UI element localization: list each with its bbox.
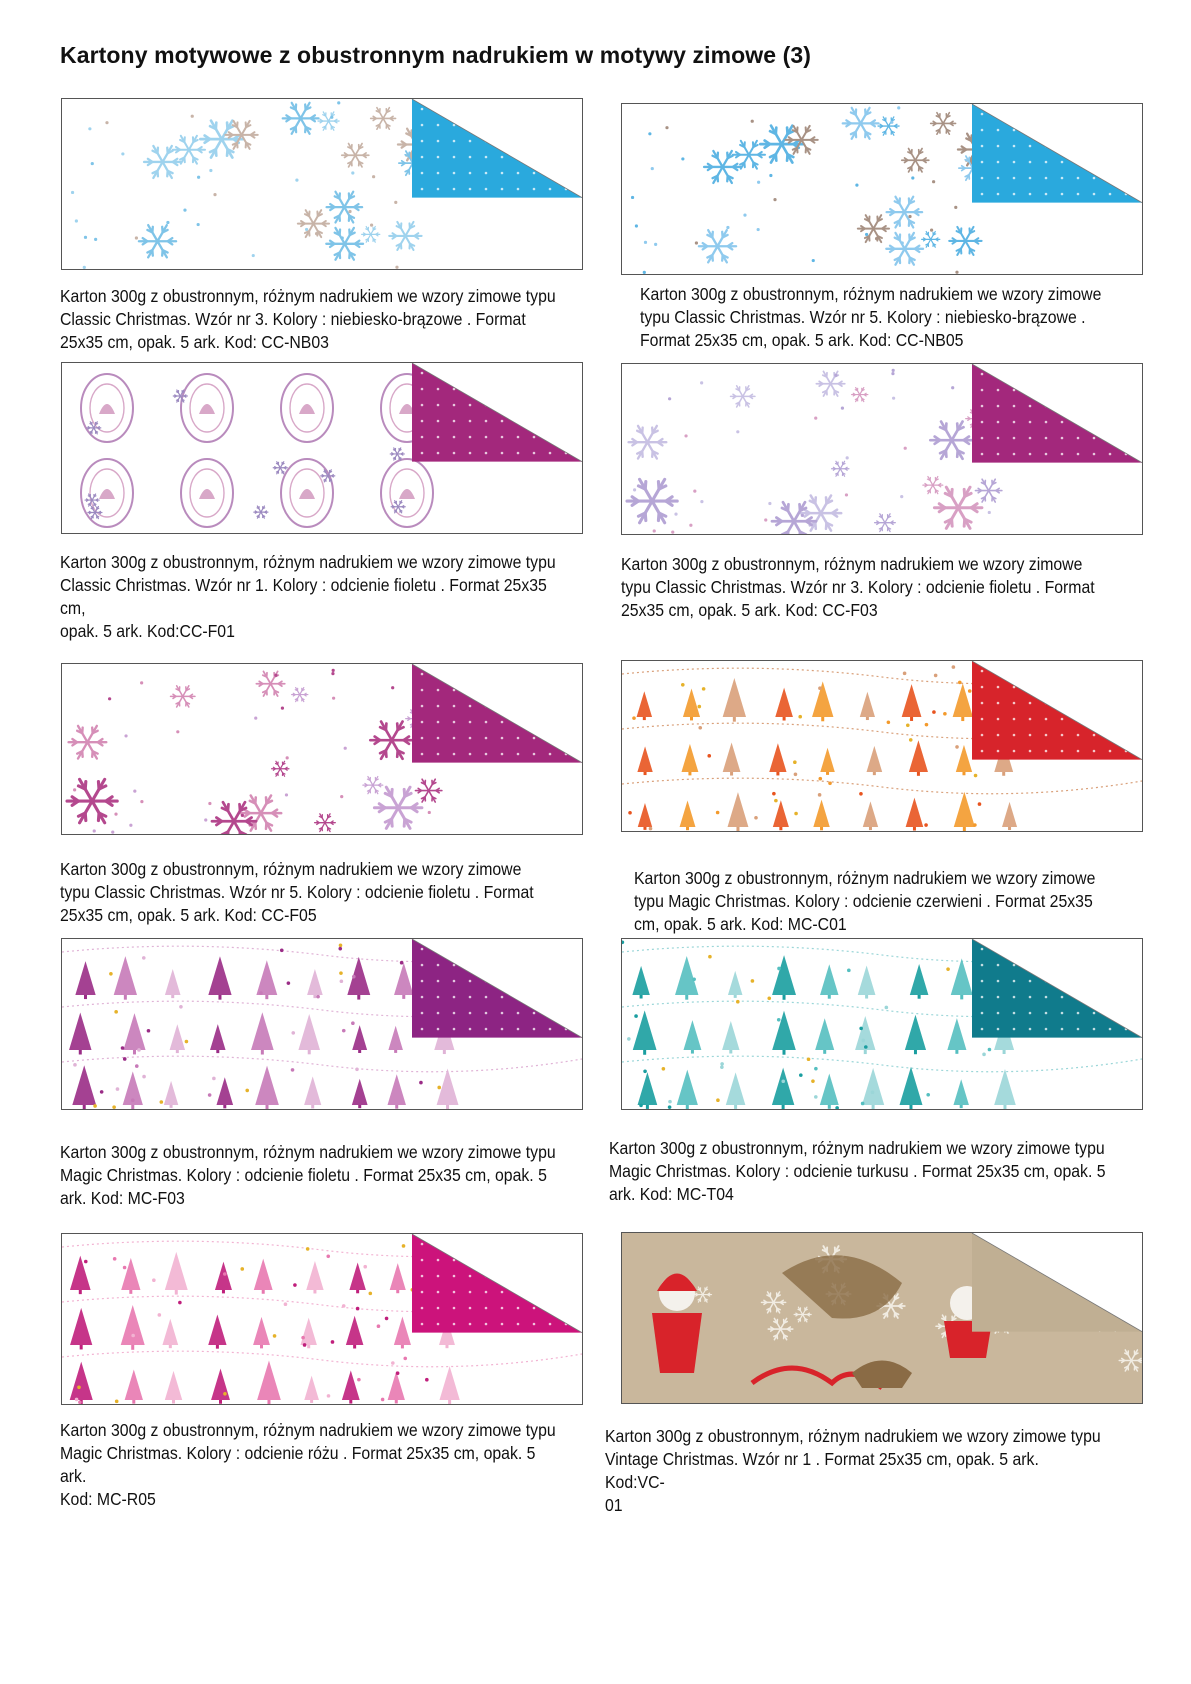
caption-line: Magic Christmas. Kolory : odcienie fioletu . Format 25x35 cm, opak. 5 bbox=[60, 1165, 547, 1185]
pattern-art bbox=[62, 664, 582, 834]
caption-line: Magic Christmas. Kolory : odcienie turkusu . Format 25x35 cm, opak. 5 bbox=[609, 1161, 1106, 1181]
swatch-cc-f01 bbox=[61, 362, 583, 534]
folded-corner bbox=[972, 104, 1142, 203]
caption-line: ark. Kod: MC-F03 bbox=[60, 1188, 185, 1208]
caption-line: ark. Kod: MC-T04 bbox=[609, 1184, 734, 1204]
caption-line: Magic Christmas. Kolory : odcienie różu . Format 25x35 cm, opak. 5 ark. bbox=[60, 1443, 536, 1486]
swatch-mc-t04 bbox=[621, 938, 1143, 1110]
caption-line: 25x35 cm, opak. 5 ark. Kod: CC-F05 bbox=[60, 905, 317, 925]
caption-line: Karton 300g z obustronnym, różnym nadrukiem we wzory zimowe typu bbox=[609, 1138, 1105, 1158]
swatch-cc-f03 bbox=[621, 363, 1143, 535]
caption-line: Classic Christmas. Wzór nr 3. Kolory : niebiesko-brązowe . Format bbox=[60, 309, 526, 329]
caption-mc-t04 bbox=[609, 1137, 1106, 1206]
caption-line: typu Classic Christmas. Wzór nr 5. Kolory : niebiesko-brązowe . bbox=[640, 307, 1086, 327]
caption-cc-nb05 bbox=[640, 283, 1137, 352]
caption-line: Karton 300g z obustronnym, różnym nadrukiem we wzory zimowe bbox=[60, 859, 522, 879]
folded-corner bbox=[972, 661, 1142, 760]
caption-line: 25x35 cm, opak. 5 ark. Kod: CC-NB03 bbox=[60, 332, 329, 352]
folded-corner bbox=[412, 939, 582, 1038]
swatch-cc-nb05 bbox=[621, 103, 1143, 275]
folded-corner bbox=[972, 1233, 1142, 1332]
caption-line: Karton 300g z obustronnym, różnym nadrukiem we wzory zimowe typu bbox=[60, 552, 556, 572]
caption-line: typu Classic Christmas. Wzór nr 3. Kolory : odcienie fioletu . Format bbox=[621, 577, 1095, 597]
pattern-art bbox=[62, 1234, 582, 1404]
pattern-art bbox=[62, 363, 582, 533]
caption-line: Karton 300g z obustronnym, różnym nadrukiem we wzory zimowe typu bbox=[60, 1420, 556, 1440]
caption-line: 01 bbox=[605, 1495, 623, 1515]
caption-line: Karton 300g z obustronnym, różnym nadrukiem we wzory zimowe typu bbox=[605, 1426, 1101, 1446]
folded-corner bbox=[972, 939, 1142, 1038]
pattern-art bbox=[622, 104, 1142, 274]
caption-mc-f03 bbox=[60, 1141, 557, 1210]
caption-line: Vintage Christmas. Wzór nr 1 . Format 25x35 cm, opak. 5 ark. Kod:VC- bbox=[605, 1449, 1039, 1492]
caption-cc-nb03 bbox=[60, 285, 557, 354]
caption-line: Karton 300g z obustronnym, różnym nadrukiem we wzory zimowe typu bbox=[60, 286, 556, 306]
pattern-art bbox=[622, 939, 1142, 1109]
pattern-art bbox=[62, 939, 582, 1109]
caption-line: Karton 300g z obustronnym, różnym nadrukiem we wzory zimowe bbox=[634, 868, 1096, 888]
caption-line: typu Classic Christmas. Wzór nr 5. Kolory : odcienie fioletu . Format bbox=[60, 882, 534, 902]
folded-corner bbox=[412, 664, 582, 763]
caption-line: Classic Christmas. Wzór nr 1. Kolory : odcienie fioletu . Format 25x35 cm, bbox=[60, 575, 547, 618]
caption-cc-f01 bbox=[60, 551, 557, 643]
page-title: Kartony motywowe z obustronnym nadrukiem w motywy zimowe (3) bbox=[60, 42, 812, 68]
caption-line: cm, opak. 5 ark. Kod: MC-C01 bbox=[634, 914, 847, 934]
caption-mc-c01 bbox=[634, 867, 1131, 936]
folded-corner bbox=[412, 1234, 582, 1333]
caption-line: typu Magic Christmas. Kolory : odcienie czerwieni . Format 25x35 bbox=[634, 891, 1093, 911]
caption-line: Format 25x35 cm, opak. 5 ark. Kod: CC-NB05 bbox=[640, 330, 964, 350]
caption-cc-f05 bbox=[60, 858, 557, 927]
caption-mc-r05 bbox=[60, 1419, 557, 1511]
folded-corner bbox=[412, 363, 582, 462]
swatch-cc-nb03 bbox=[61, 98, 583, 270]
pattern-art bbox=[62, 99, 582, 269]
swatch-cc-f05 bbox=[61, 663, 583, 835]
caption-line: Karton 300g z obustronnym, różnym nadrukiem we wzory zimowe bbox=[621, 554, 1083, 574]
caption-cc-f03 bbox=[621, 553, 1118, 622]
caption-line: Karton 300g z obustronnym, różnym nadrukiem we wzory zimowe bbox=[640, 284, 1102, 304]
swatch-mc-f03 bbox=[61, 938, 583, 1110]
folded-corner bbox=[412, 99, 582, 198]
caption-line: opak. 5 ark. Kod:CC-F01 bbox=[60, 621, 235, 641]
caption-line: Karton 300g z obustronnym, różnym nadrukiem we wzory zimowe typu bbox=[60, 1142, 556, 1162]
caption-line: Kod: MC-R05 bbox=[60, 1489, 156, 1509]
pattern-art bbox=[622, 1233, 1142, 1403]
caption-vc-01 bbox=[605, 1425, 1102, 1517]
folded-corner bbox=[972, 364, 1142, 463]
pattern-art bbox=[622, 661, 1142, 831]
caption-line: 25x35 cm, opak. 5 ark. Kod: CC-F03 bbox=[621, 600, 878, 620]
pattern-art bbox=[622, 364, 1142, 534]
swatch-mc-c01 bbox=[621, 660, 1143, 832]
swatch-mc-r05 bbox=[61, 1233, 583, 1405]
swatch-vc-01 bbox=[621, 1232, 1143, 1404]
